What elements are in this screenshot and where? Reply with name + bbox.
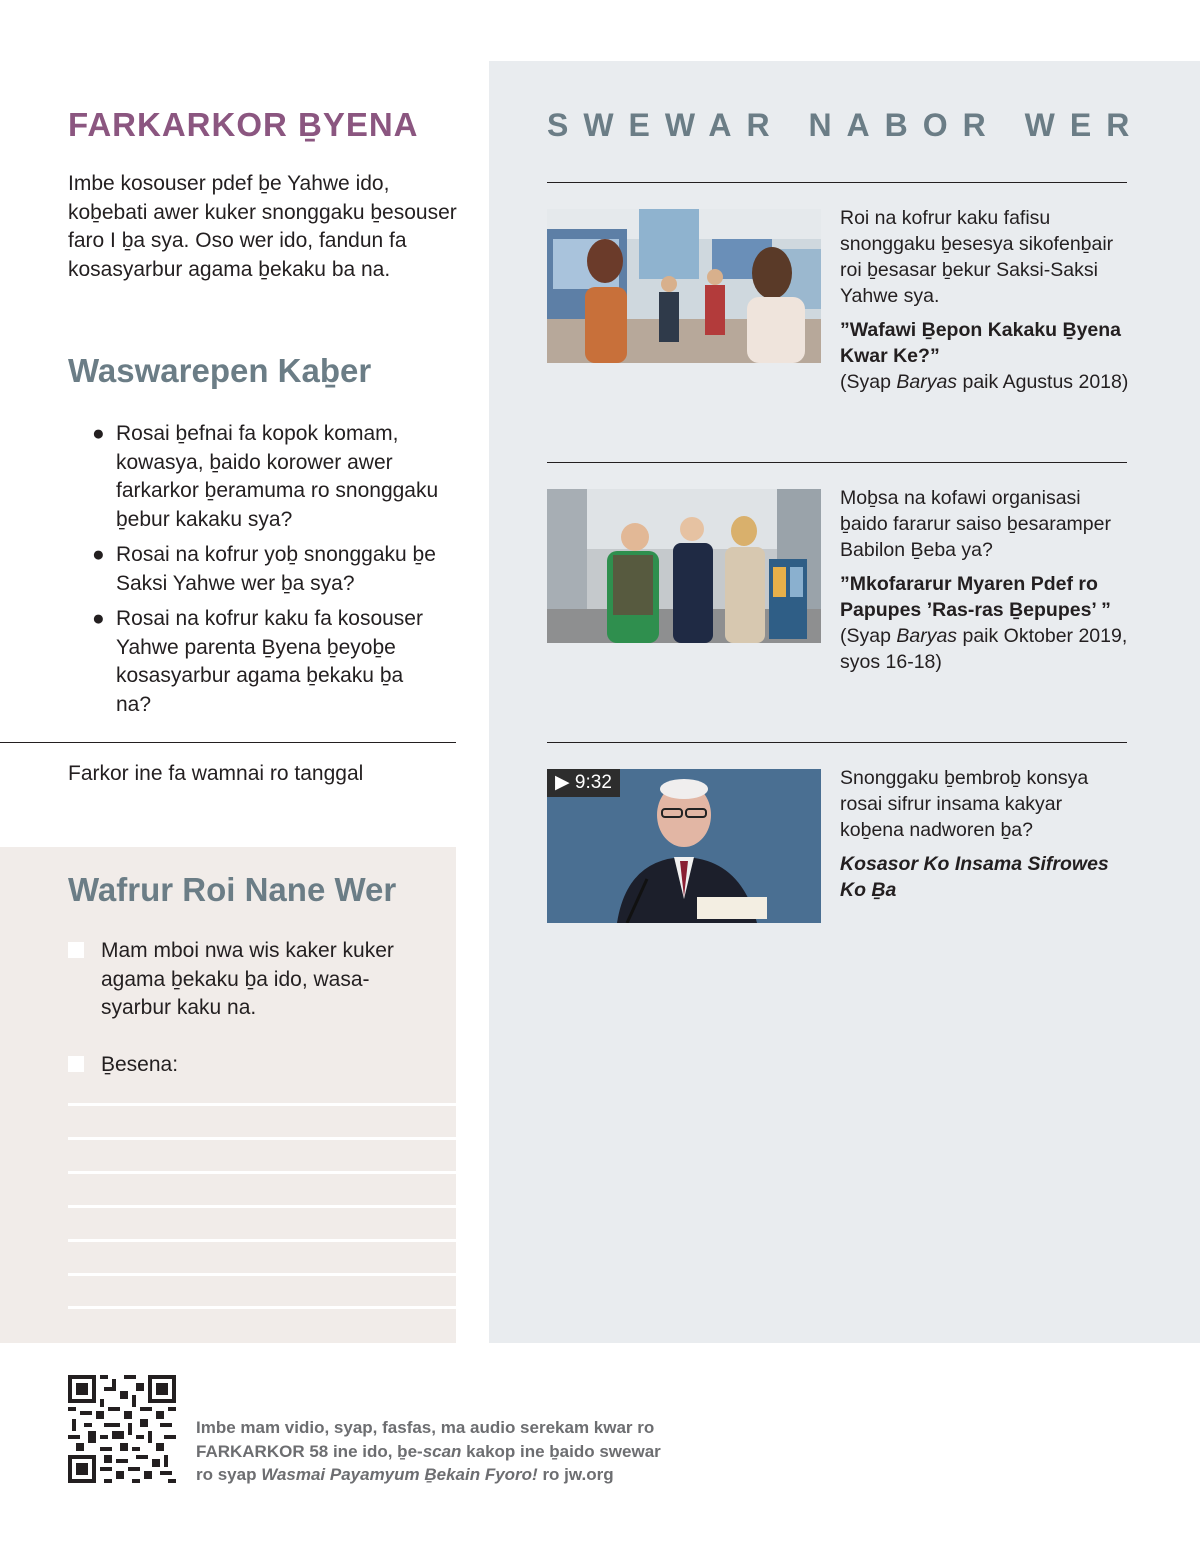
review-questions	[92, 420, 442, 726]
review-question: ● Rosai na kofrur yoḇ snonggaku ḇe Saksi Yahwe wer ḇa sya?	[92, 543, 436, 595]
review-question: ● Rosai na kofrur kaku fa kosouser Yahwe parenta Ḇyena ḇeyoḇe kosasyarbur agama ḇekaku ḇa na?	[92, 607, 423, 716]
entry-question: Roi na kofrur kaku fafisu snonggaku ḇesesya sikofenḇair roi ḇesasar ḇekur Saksi-Saksi Yahwe sya.	[840, 207, 1114, 307]
write-line[interactable]	[68, 1205, 456, 1208]
checkbox[interactable]	[68, 942, 84, 958]
article-title-link[interactable]: ”Mkofararur Myaren Pdef ro Papupes ’Ras-ras Ḇepupes’ ”	[840, 573, 1111, 621]
review-question: ● Rosai ḇefnai fa kopok komam, kowasya, ḇaido korower awer farkarkor ḇeramuma ro snonggaku ḇebur kakaku sya?	[92, 422, 439, 531]
bullet-icon: ●	[92, 422, 105, 445]
next-lesson-label: Farkor ine fa wamnai ro tanggal	[68, 762, 364, 785]
divider	[547, 742, 1127, 743]
entry-question: Snonggaku ḇembroḇ konsya rosai sifrur insama kakyar koḇena nadworen ḇa?	[840, 767, 1089, 841]
write-line[interactable]	[68, 1306, 456, 1309]
goal-box	[0, 847, 456, 1343]
explore-panel	[489, 61, 1200, 1343]
write-line[interactable]	[68, 1273, 456, 1276]
article-source: (Syap Baryas paik Agustus 2018)	[840, 371, 1129, 393]
footer-note: Imbe mam vidio, syap, fasfas, ma audio serekam kwar ro FARKARKOR 58 ine ido, ḇe-scan kakop ine ḇaido swewar ro syap Wasmai Payamyum Ḇekain Fyoro! ro jw.org	[196, 1418, 661, 1484]
review-title: Waswarepen Kaḇer	[68, 352, 372, 389]
explore-title: SWEWAR NABOR WER	[547, 107, 1145, 143]
write-line[interactable]	[68, 1239, 456, 1242]
entry-text	[840, 485, 1130, 675]
entry-text	[840, 765, 1130, 903]
video-thumbnail[interactable]	[547, 769, 821, 923]
goal-item-other: Ḇesena:	[68, 1051, 428, 1080]
write-line[interactable]	[68, 1137, 456, 1140]
article-source: (Syap Baryas paik Oktober 2019, syos 16-18)	[840, 625, 1128, 673]
lesson-intro: Imbe kosouser pdef ḇe Yahwe ido, koḇebati awer kuker snonggaku ḇesouser faro I ḇa sya. Oso wer ido, fandun fa kosasyarbur agama ḇekaku ba na.	[68, 172, 457, 281]
divider	[547, 182, 1127, 183]
qr-code[interactable]	[68, 1375, 176, 1483]
divider	[547, 462, 1127, 463]
goal-title: Wafrur Roi Nane Wer	[68, 871, 397, 908]
entry-text	[840, 205, 1130, 395]
article-image-witnessing[interactable]	[547, 489, 821, 643]
video-duration-badge: ▶ 9:32	[547, 769, 620, 797]
divider	[0, 742, 456, 743]
goal-item: Mam mboi nwa wis kaker kuker agama ḇekaku ḇa ido, wasasyarbur kaku na.	[68, 937, 428, 1023]
lesson-title: FARKARKOR ḆYENA	[68, 106, 419, 143]
write-line[interactable]	[68, 1103, 456, 1106]
write-line[interactable]	[68, 1171, 456, 1174]
checkbox[interactable]	[68, 1056, 84, 1072]
article-title-link[interactable]: ”Wafawi Ḇepon Kakaku Ḇyena Kwar Ke?”	[840, 319, 1122, 367]
article-image-media[interactable]	[547, 209, 821, 363]
entry-question: Moḇsa na kofawi organisasi ḇaido fararur saiso ḇesaramper Babilon Ḇeba ya?	[840, 487, 1111, 561]
bullet-icon: ●	[92, 543, 105, 566]
play-icon: ▶	[555, 772, 570, 793]
video-title-link[interactable]: Kosasor Ko Insama Sifrowes Ko Ḇa	[840, 853, 1109, 901]
bullet-icon: ●	[92, 607, 105, 630]
